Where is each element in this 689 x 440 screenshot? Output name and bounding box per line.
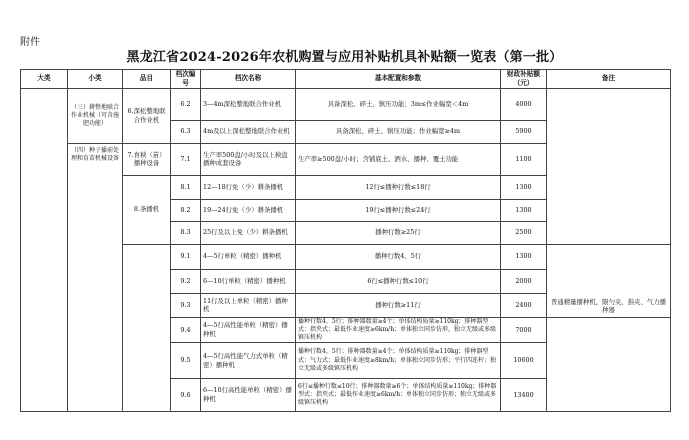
- header-spec: 基本配置和参数: [296, 70, 501, 89]
- header-subsidy: 财政补贴额（元）: [501, 70, 547, 89]
- header-item: 品目: [123, 70, 171, 89]
- code-cell: 8.2: [171, 199, 201, 221]
- name-cell: 25行及以上免（少）耕条播机: [201, 221, 296, 244]
- spec-cell: 生产率≥500盘/小时；含铺底土、洒水、播种、覆土功能: [296, 143, 501, 175]
- subsidy-cell: 2500: [501, 221, 547, 244]
- header-major: 大类: [21, 70, 68, 89]
- spec-cell: 播种行数4、5行；排种器数量≥4个；单体结构质量≥110kg；排种器型式：气力式；最低作业速度≥8km/h；单体独立同步仿形；平行四连杆；独立无级或多级镇压机构: [296, 343, 501, 379]
- spec-cell: 播种行数4、5行: [296, 244, 501, 269]
- spec-cell: 播种行数4、5行；排种器数量≥4个；单体结构质量≥110kg；排种器型式：指夹式；最低作业速度≥6km/h；单体独立同步仿形，独立无级或多级镇压机构: [296, 317, 501, 342]
- header-note: 备注: [547, 70, 671, 89]
- code-cell: 6.3: [171, 120, 201, 143]
- spec-cell: 12行≤播种行数≤18行: [296, 175, 501, 199]
- spec-cell: 播种行数≥25行: [296, 221, 501, 244]
- table-header-row: [21, 70, 671, 89]
- subsidy-cell: 13400: [501, 379, 547, 412]
- subsidy-cell: 1300: [501, 199, 547, 221]
- spec-cell: 19行≤播种行数≤24行: [296, 199, 501, 221]
- name-cell: 19—24行免（少）耕条播机: [201, 199, 296, 221]
- subsidy-table: [20, 69, 671, 412]
- document-title: 黑龙江省2024-2026年农机购置与应用补贴机具补贴额一览表（第一批）: [126, 50, 563, 65]
- name-cell: 生产率500盘/小时及以上秧盘播种成套设备: [201, 143, 296, 175]
- name-cell: 3—4m深松整地联合作业机: [201, 88, 296, 120]
- note-cell: 普通精量播种机，限勺夹、指夹、气力播种器: [547, 244, 671, 317]
- subsidy-cell: 7000: [501, 317, 547, 342]
- code-cell: 9.2: [171, 269, 201, 293]
- spec-cell: 具备深松、碎土、镇压功能；作业幅宽≥4m: [296, 120, 501, 143]
- header-code: 档次编号: [171, 70, 201, 89]
- code-cell: 7.1: [171, 143, 201, 175]
- spec-cell: 播种行数≥11行: [296, 293, 501, 317]
- name-cell: 4—5行单粒（精密）播种机: [201, 244, 296, 269]
- subsidy-cell: 1100: [501, 143, 547, 175]
- subsidy-cell: 2400: [501, 293, 547, 317]
- spec-cell: 6行≤播种行数≤10行；排种器数量≥6个；单体结构质量≥110kg；排种器型式：指夹式；最低作业速度≥6km/h；单体独立同步仿形；独立无级或多级镇压机构: [296, 379, 501, 412]
- name-cell: 11行及以上单粒（精密）播种机: [201, 293, 296, 317]
- header-minor: 小类: [68, 70, 123, 89]
- minor-category-cell: （四）种子播前处理和育苗机械设备: [68, 143, 123, 411]
- name-cell: 12—18行免（少）耕条播机: [201, 175, 296, 199]
- name-cell: 6—10行高性能单粒（精密）播种机: [201, 379, 296, 412]
- header-name: 档次名称: [201, 70, 296, 89]
- attachment-label: 附件: [20, 37, 40, 48]
- item-cell: 8.条播机: [123, 175, 171, 244]
- item-cell: [123, 244, 171, 411]
- major-category-cell: [21, 88, 68, 411]
- note-cell: [547, 88, 671, 244]
- code-cell: 9.1: [171, 244, 201, 269]
- subsidy-cell: 10600: [501, 343, 547, 379]
- name-cell: 4m及以上深松整地联合作业机: [201, 120, 296, 143]
- table-row: [21, 88, 671, 120]
- item-cell: 7.育秧（苗）播种设备: [123, 143, 171, 175]
- code-cell: 8.1: [171, 175, 201, 199]
- code-cell: 9.6: [171, 379, 201, 412]
- minor-category-cell: （三）耕整地联合作业机械（可含施肥功能）: [68, 88, 123, 143]
- subsidy-cell: 1300: [501, 175, 547, 199]
- subsidy-cell: 1300: [501, 244, 547, 269]
- item-cell: 6.深松整地联合作业机: [123, 88, 171, 143]
- code-cell: 6.2: [171, 88, 201, 120]
- subsidy-cell: 5900: [501, 120, 547, 143]
- subsidy-cell: 4000: [501, 88, 547, 120]
- name-cell: 4—5行高性能单粒（精密）播种机: [201, 317, 296, 342]
- spec-cell: 具备深松、碎土、镇压功能；3m≤作业幅宽＜4m: [296, 88, 501, 120]
- name-cell: 4—5行高性能气力式单粒（精密）播种机: [201, 343, 296, 379]
- subsidy-cell: 2000: [501, 269, 547, 293]
- code-cell: 8.3: [171, 221, 201, 244]
- code-cell: 9.4: [171, 317, 201, 342]
- code-cell: 9.3: [171, 293, 201, 317]
- name-cell: 6—10行单粒（精密）播种机: [201, 269, 296, 293]
- code-cell: 9.5: [171, 343, 201, 379]
- spec-cell: 6行≤播种行数≤10行: [296, 269, 501, 293]
- note-cell: [547, 317, 671, 411]
